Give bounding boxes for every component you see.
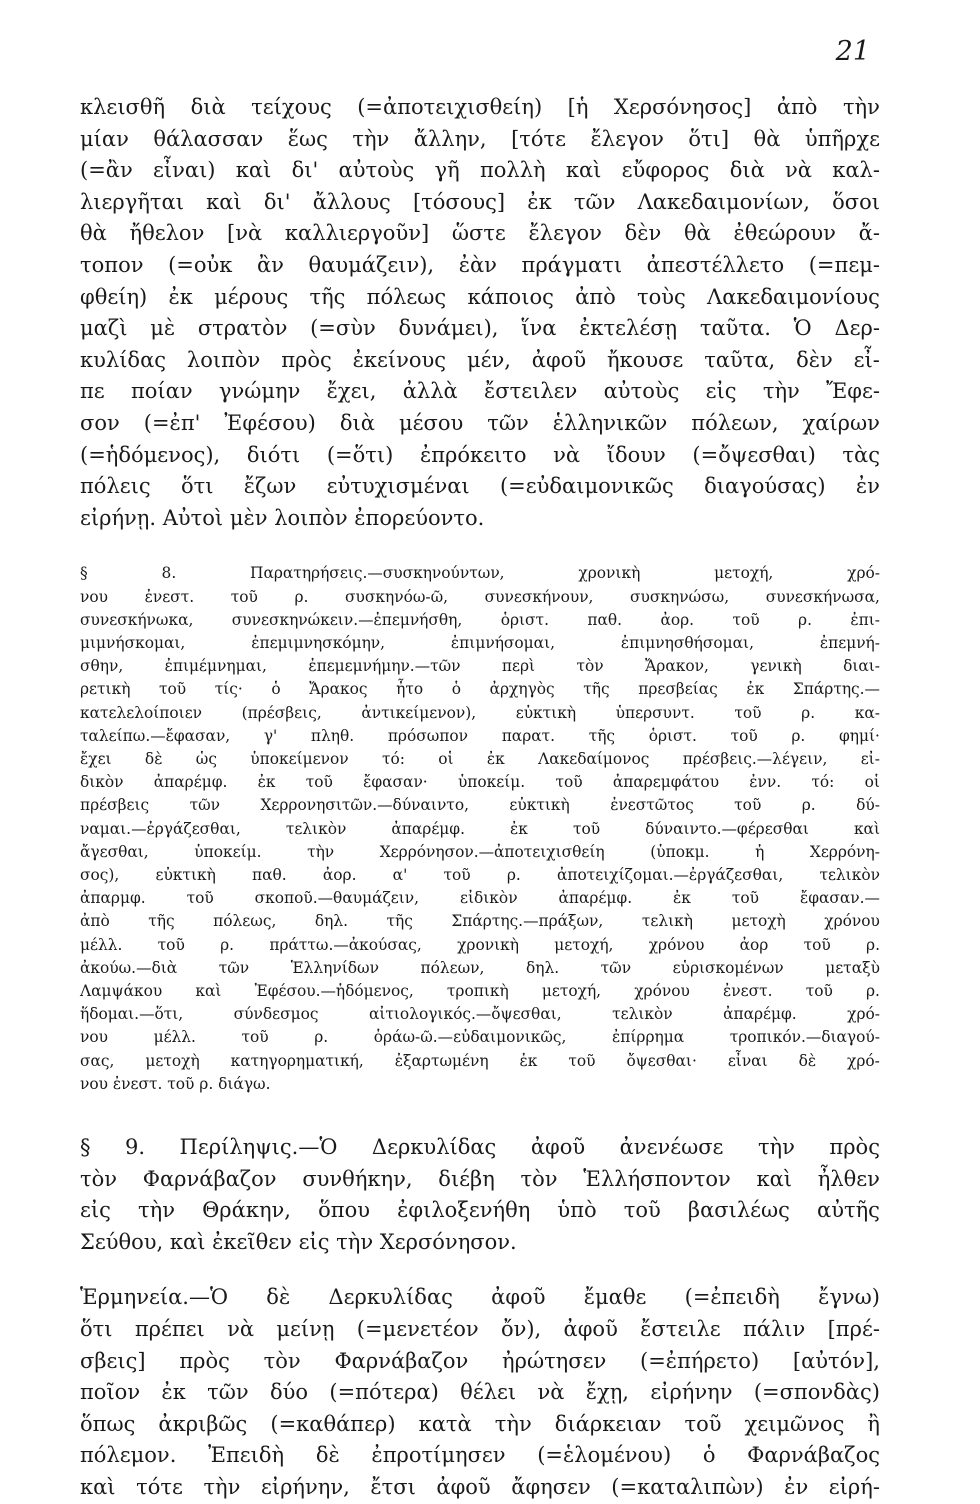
- summary-section: [80, 1132, 880, 1258]
- note-line: ἥδομαι.—ὅτι, σύνδεσμος αἰτιολογικός.—ὄψεσθαι, τελικὸν ἀπαρέμφ. χρό-: [80, 1005, 880, 1024]
- text-line: (=ἂν εἶναι) καὶ δι' αὐτοὺς γῆ πολλὴ καὶ εὔφορος διὰ νὰ καλ-: [80, 158, 880, 183]
- text-line: κλεισθῆ διὰ τείχους (=ἀποτειχισθείη) [ἡ Χερσόνησος] ἀπὸ τὴν: [80, 95, 880, 119]
- text-line: τοπον (=οὐκ ἂν θαυμάζειν), ἐὰν πράγματι ἀπεστέλλετο (=πεμ-: [80, 252, 880, 277]
- note-line: § 8. Παρατηρήσεις.—συσκηνούντων, χρονικὴ μετοχή, χρό-: [80, 564, 880, 583]
- note-line: δικὸν ἀπαρέμφ. ἐκ τοῦ ἔφασαν· ὑποκείμ. τοῦ ἀπαρεμφάτου ἐνν. τό: οἱ: [80, 773, 880, 792]
- page-number: 21: [835, 36, 870, 67]
- main-text: [80, 92, 880, 534]
- interpretation-line: πόλεμον. Ἐπειδὴ δὲ ἐπροτίμησεν (=ἑλομένου) ὁ Φαρνάβαζος: [80, 1443, 880, 1468]
- summary-line: εἰς τὴν Θράκην, ὅπου ἐφιλοξενήθη ὑπὸ τοῦ βασιλέως αὐτῆς: [80, 1198, 880, 1223]
- note-line: νου ἐνεστ. τοῦ ρ. συσκηνόω-ῶ, συνεσκήνουν, συσκηνώσω, συνεσκήνωσα,: [80, 587, 880, 606]
- note-line: ἀπὸ τῆς πόλεως, δηλ. τῆς Σπάρτης.—πράξων, τελικὴ μετοχὴ χρόνου: [80, 912, 880, 931]
- note-line: ρετικὴ τοῦ τίς· ὁ Ἄρακος ἦτο ὁ ἀρχηγὸς τῆς πρεσβείας ἐκ Σπάρτης.—: [80, 680, 880, 699]
- summary-line: Σεύθου, καὶ ἐκεῖθεν εἰς τὴν Χερσόνησον.: [80, 1229, 517, 1254]
- notes-section: [80, 562, 880, 1096]
- text-line: θὰ ἤθελον [νὰ καλλιεργοῦν] ὥστε ἔλεγον δὲν θὰ ἐθεώρουν ἄ-: [80, 221, 880, 246]
- note-line: σας, μετοχὴ κατηγορηματική, ἐξαρτωμένη ἐκ τοῦ ὄψεσθαι· εἶναι δὲ χρό-: [80, 1051, 880, 1070]
- interpretation-line: ὅπως ἀκριβῶς (=καθάπερ) κατὰ τὴν διάρκειαν τοῦ χειμῶνος ἢ: [80, 1411, 880, 1436]
- interpretation-line: σβεις] πρὸς τὸν Φαρνάβαζον ἠρώτησεν (=ἐπήρετο) [αὐτόν],: [80, 1348, 880, 1373]
- note-line: κατελελοίποιεν (πρέσβεις, ἀντικείμενον), εὐκτικὴ ὑπερσυντ. τοῦ ρ. κα-: [80, 703, 880, 722]
- text-line: φθείη) ἐκ μέρους τῆς πόλεως κάποιος ἀπὸ τοὺς Λακεδαιμονίους: [80, 284, 880, 309]
- summary-line: § 9. Περίληψις.—Ὁ Δερκυλίδας ἀφοῦ ἀνενέωσε τὴν πρὸς: [80, 1134, 880, 1159]
- note-line: σθην, ἐπιμέμνημαι, ἐπεμεμνήμην.—τῶν περὶ τὸν Ἄρακον, γενικὴ διαι-: [80, 657, 880, 676]
- note-line: σος), εὐκτικὴ παθ. ἀορ. α' τοῦ ρ. ἀποτειχίζομαι.—ἐργάζεσθαι, τελικὸν: [80, 865, 880, 884]
- note-line: πρέσβεις τῶν Χερρονησιτῶν.—δύναιντο, εὐκτικὴ ἐνεστῶτος τοῦ ρ. δύ-: [80, 796, 880, 815]
- note-line: συνεσκήνωκα, συνεσκηνώκειν.—ἐπεμνήσθη, ὁριστ. παθ. ἀορ. τοῦ ρ. ἐπι-: [80, 610, 880, 629]
- note-line: ναμαι.—ἐργάζεσθαι, τελικὸν ἀπαρέμφ. ἐκ τοῦ δύναιντο.—φέρεσθαι καὶ: [80, 819, 880, 838]
- note-line: Λαμψάκου καὶ Ἐφέσου.—ἡδόμενος, τροπικὴ μετοχή, χρόνου ἐνεστ. τοῦ ρ.: [80, 981, 880, 1000]
- text-line: μίαν θάλασσαν ἕως τὴν ἄλλην, [τότε ἔλεγον ὅτι] θὰ ὑπῆρχε: [80, 126, 880, 151]
- interpretation-line: ὅτι πρέπει νὰ μείνῃ (=μενετέον ὄν), ἀφοῦ ἔστειλε πάλιν [πρέ-: [80, 1316, 880, 1341]
- note-line: ταλείπω.—ἔφασαν, γ' πληθ. πρόσωπον παρατ. τῆς ὁριστ. τοῦ ρ. φημί·: [80, 726, 880, 745]
- text-line: λιεργῆται καὶ δι' ἄλλους [τόσους] ἐκ τῶν Λακεδαιμονίων, ὅσοι: [80, 189, 880, 214]
- text-line: πε ποίαν γνώμην ἔχει, ἀλλὰ ἔστειλεν αὐτοὺς εἰς τὴν Ἔφε-: [80, 379, 880, 404]
- note-line: ἄγεσθαι, ὑποκείμ. τὴν Χερρόνησον.—ἀποτειχισθείη (ὑποκμ. ἡ Χερρόνη-: [80, 842, 880, 861]
- interpretation-section: [80, 1282, 880, 1503]
- note-line: νου μέλλ. τοῦ ρ. ὁράω-ῶ.—εὐδαιμονικῶς, ἐπίρρημα τροπικόν.—διαγού-: [80, 1028, 880, 1047]
- note-line: ἔχει δὲ ὡς ὑποκείμενον τό: οἱ ἐκ Λακεδαίμονος πρέσβεις.—λέγειν, εἰ-: [80, 749, 880, 768]
- interpretation-line: καὶ τότε τὴν εἰρήνην, ἔτσι ἀφοῦ ἄφησεν (=καταλιπὼν) ἐν εἰρή-: [80, 1474, 880, 1499]
- text-line: πόλεις ὅτι ἔζων εὐτυχισμέναι (=εὐδαιμονικῶς διαγούσας) ἐν: [80, 474, 880, 499]
- note-line: μιμνήσκομαι, ἐπεμιμνησκόμην, ἐπιμνήσομαι, ἐπιμνησθήσομαι, ἐπεμνή-: [80, 633, 880, 652]
- note-line: ἀκούω.—διὰ τῶν Ἑλληνίδων πόλεων, δηλ. τῶν εὑρισκομένων μεταξὺ: [80, 958, 880, 977]
- text-line: κυλίδας λοιπὸν πρὸς ἐκείνους μέν, ἀφοῦ ἤκουσε ταῦτα, δὲν εἶ-: [80, 347, 880, 372]
- note-line: μέλλ. τοῦ ρ. πράττω.—ἀκούσας, χρονικὴ μετοχή, χρόνου ἀορ τοῦ ρ.: [80, 935, 880, 954]
- interpretation-line: Ἑρμηνεία.—Ὁ δὲ Δερκυλίδας ἀφοῦ ἔμαθε (=ἐπειδὴ ἔγνω): [80, 1285, 880, 1310]
- summary-line: τὸν Φαρνάβαζον συνθήκην, διέβη τὸν Ἑλλήσποντον καὶ ἦλθεν: [80, 1166, 880, 1191]
- page-content: [80, 92, 880, 1504]
- text-line: μαζὶ μὲ στρατὸν (=σὺν δυνάμει), ἵνα ἐκτελέσῃ ταῦτα. Ὁ Δερ-: [80, 316, 880, 341]
- text-line: (=ἡδόμενος), διότι (=ὅτι) ἐπρόκειτο νὰ ἴδουν (=ὄψεσθαι) τὰς: [80, 442, 880, 467]
- text-line: εἰρήνῃ. Αὐτοὶ μὲν λοιπὸν ἐπορεύοντο.: [80, 505, 485, 530]
- note-line: ἀπαρμφ. τοῦ σκοποῦ.—θαυμάζειν, εἰδικὸν ἀπαρέμφ. ἐκ τοῦ ἔφασαν.—: [80, 889, 880, 908]
- note-line: νου ἐνεστ. τοῦ ρ. διάγω.: [80, 1074, 271, 1093]
- text-line: σον (=ἐπ' Ἐφέσου) διὰ μέσου τῶν ἑλληνικῶν πόλεων, χαίρων: [80, 410, 880, 435]
- interpretation-line: ποῖον ἐκ τῶν δύο (=πότερα) θέλει νὰ ἔχῃ, εἰρήνην (=σπονδὰς): [80, 1380, 880, 1405]
